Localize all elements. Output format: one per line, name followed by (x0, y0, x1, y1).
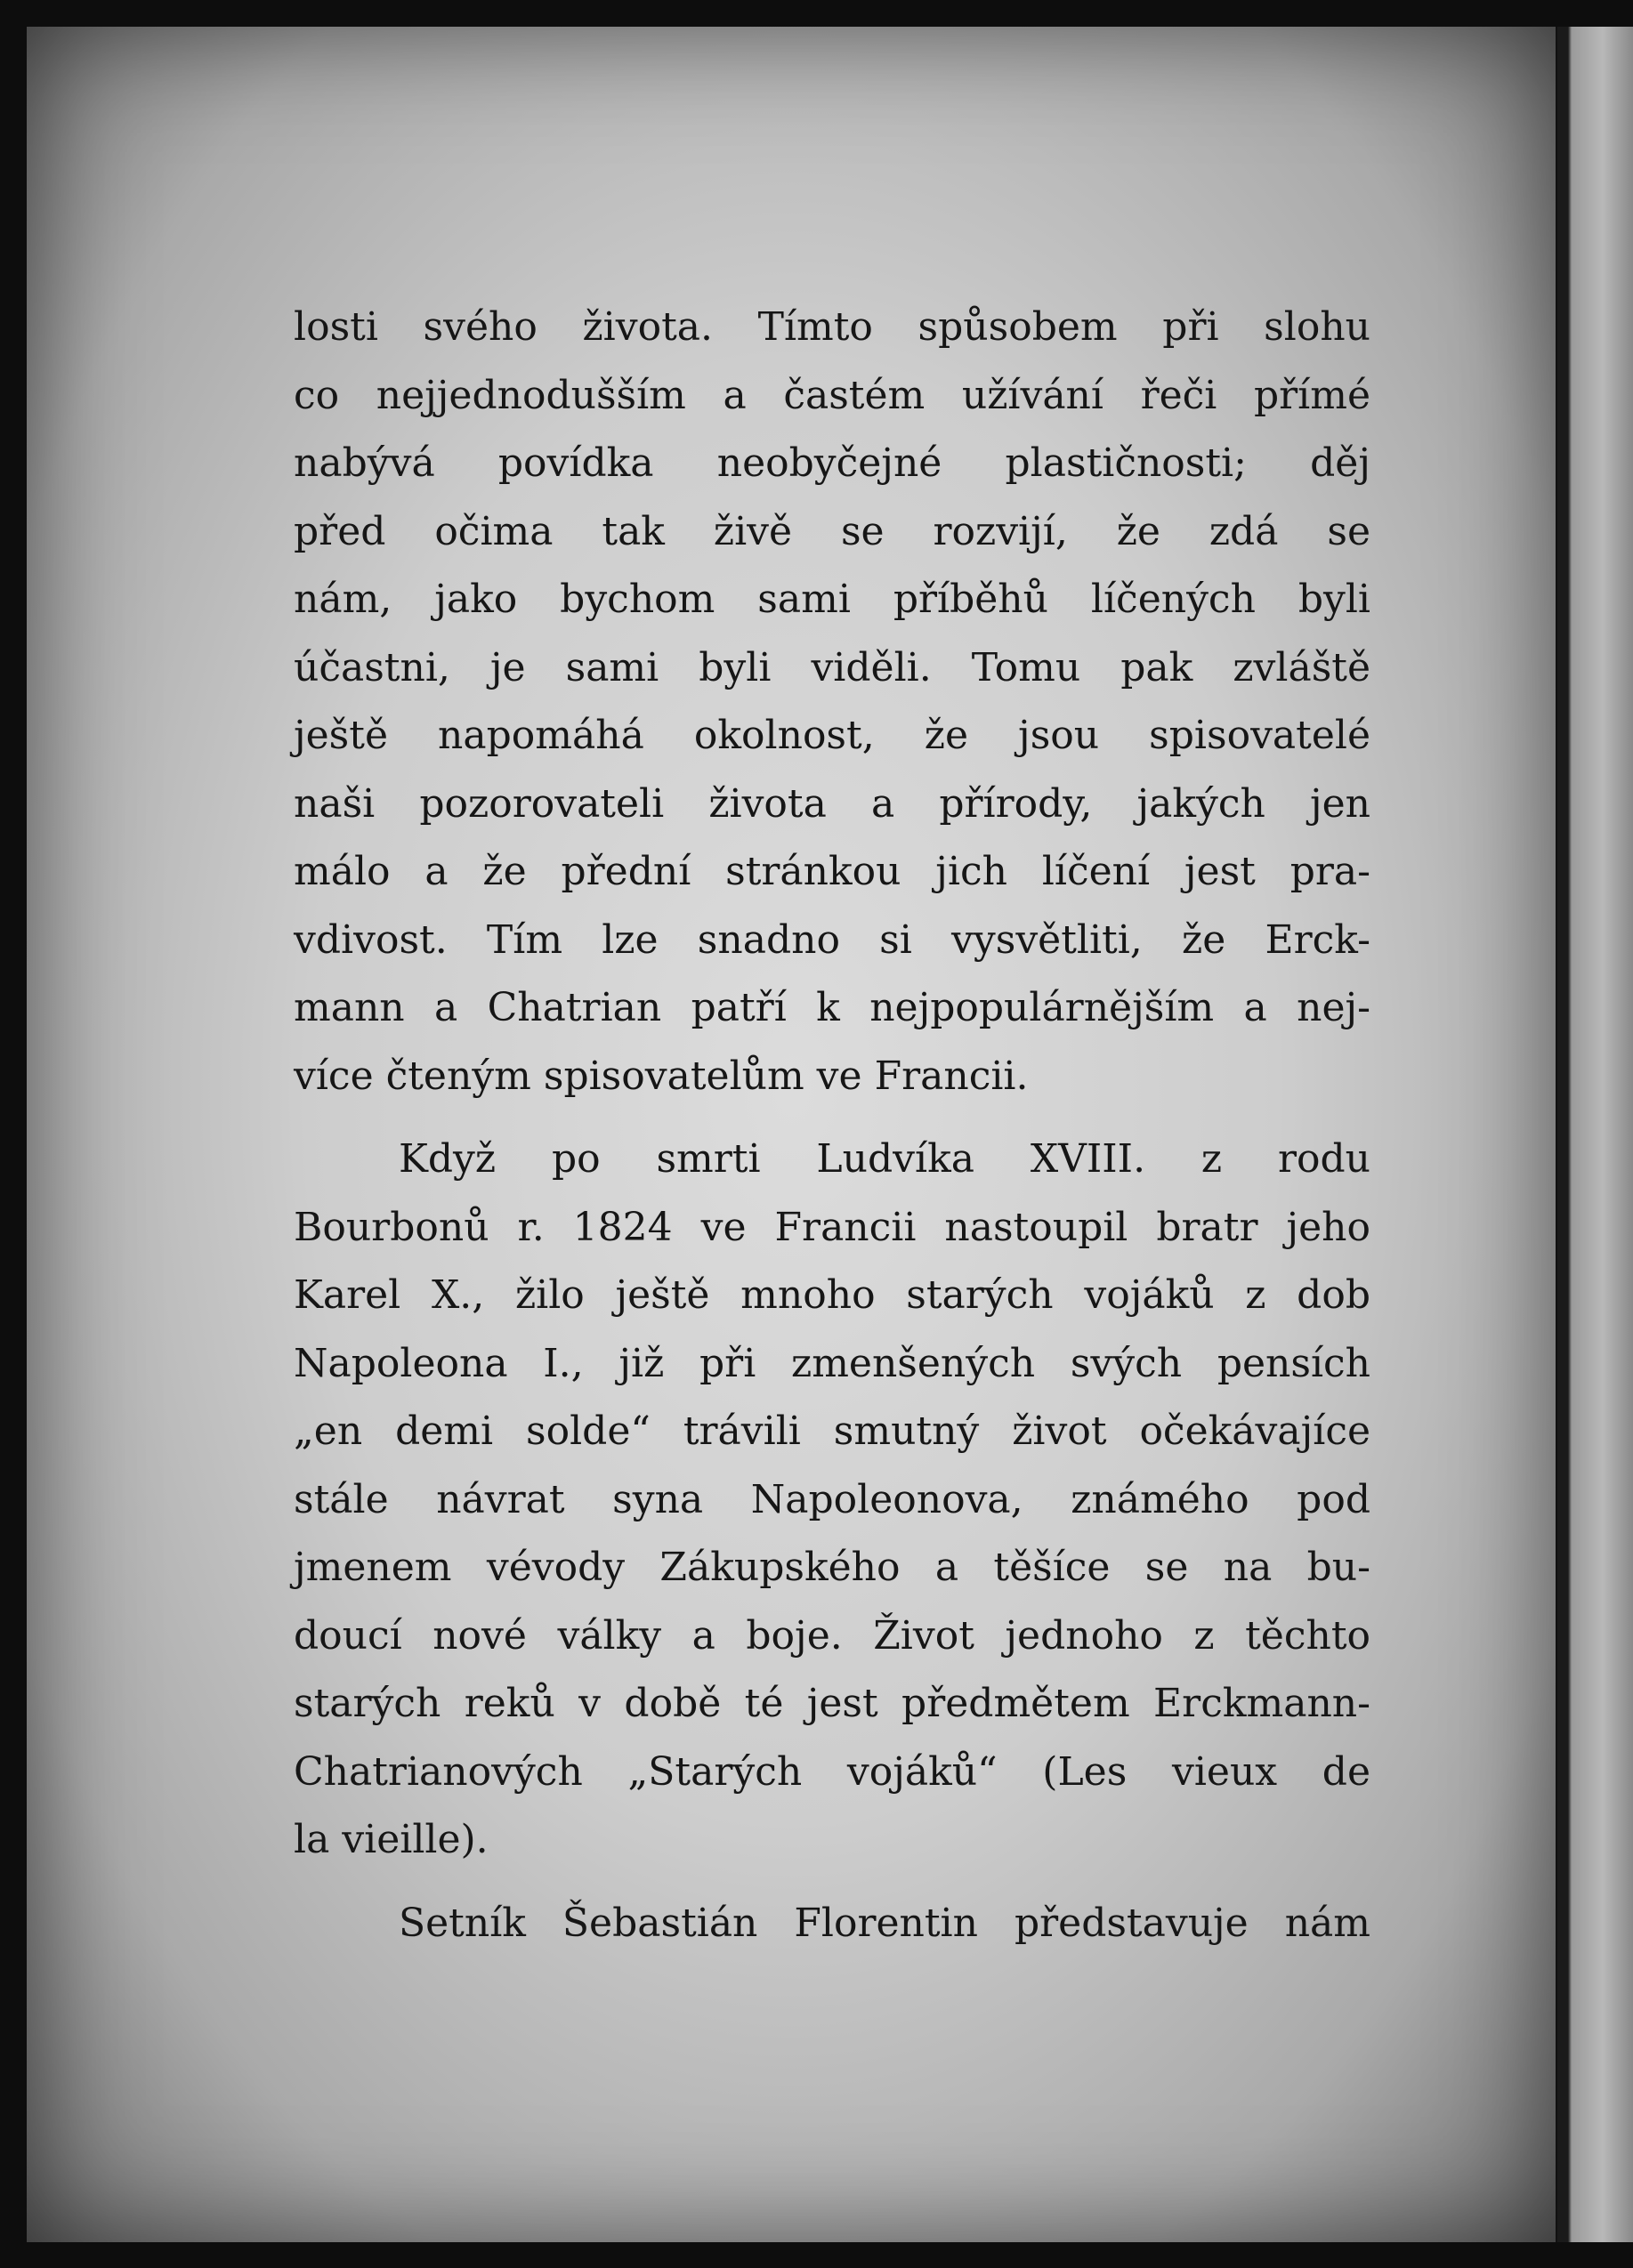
text-line: la vieille). (294, 1817, 489, 1862)
text-line: starých reků v době té jest předmětem Erckmann- (294, 1681, 1370, 1726)
text-line: doucí nové války a boje. Život jednoho z těchto (294, 1612, 1370, 1659)
text-line: stále návrat syna Napoleonova, známého pod (294, 1476, 1370, 1522)
text-line: Setník Šebastián Florentin představuje nám (399, 1900, 1370, 1946)
adjacent-page-edge (1557, 27, 1633, 2242)
text-line: nám, jako bychom sami příběhů líčených byli (294, 577, 1370, 622)
text-line: více čteným spisovatelům ve Francii. (294, 1053, 1029, 1099)
text-line: mann a Chatrian patří k nejpopulárnějším a nej- (294, 985, 1370, 1030)
text-line: jmenem vévody Zákupského a těšíce se na bu- (294, 1545, 1370, 1590)
text-line: málo a že přední stránkou jich líčení jest pra- (294, 849, 1370, 894)
text-line: Bourbonů r. 1824 ve Francii nastoupil bratr jeho (294, 1204, 1370, 1250)
paragraph-3 (294, 1890, 1370, 1958)
text-line: Napoleona I., již při zmenšených svých pensích (294, 1340, 1370, 1386)
text-line: před očima tak živě se rozvijí, že zdá se (294, 508, 1370, 554)
text-line: „en demi solde“ trávili smutný život očekávajíce (294, 1408, 1370, 1454)
text-line: Když po smrti Ludvíka XVIII. z rodu (399, 1136, 1370, 1182)
text-line: nabývá povídka neobyčejné plastičnosti; děj (294, 440, 1370, 486)
text-line: vdivost. Tím lze snadno si vysvětliti, že Erck- (294, 916, 1370, 963)
paragraph-2 (294, 1126, 1370, 1875)
text-line: naši pozorovateli života a přírody, jakých jen (294, 780, 1370, 827)
text-line: ještě napomáhá okolnost, že jsou spisovatelé (294, 713, 1370, 758)
paragraph-1 (294, 294, 1370, 1110)
text-line: co nejjednodušším a častém užívání řeči přímé (294, 372, 1370, 418)
text-line: účastni, je sami byli viděli. Tomu pak zvláště (294, 644, 1370, 690)
text-line: Chatrianových „Starých vojáků“ (Les vieux de (294, 1748, 1370, 1795)
text-line: Karel X., žilo ještě mnoho starých vojáků z dob (294, 1272, 1370, 1318)
body-text (294, 294, 1370, 1957)
text-line: losti svého života. Tímto spůsobem při slohu (294, 304, 1370, 350)
